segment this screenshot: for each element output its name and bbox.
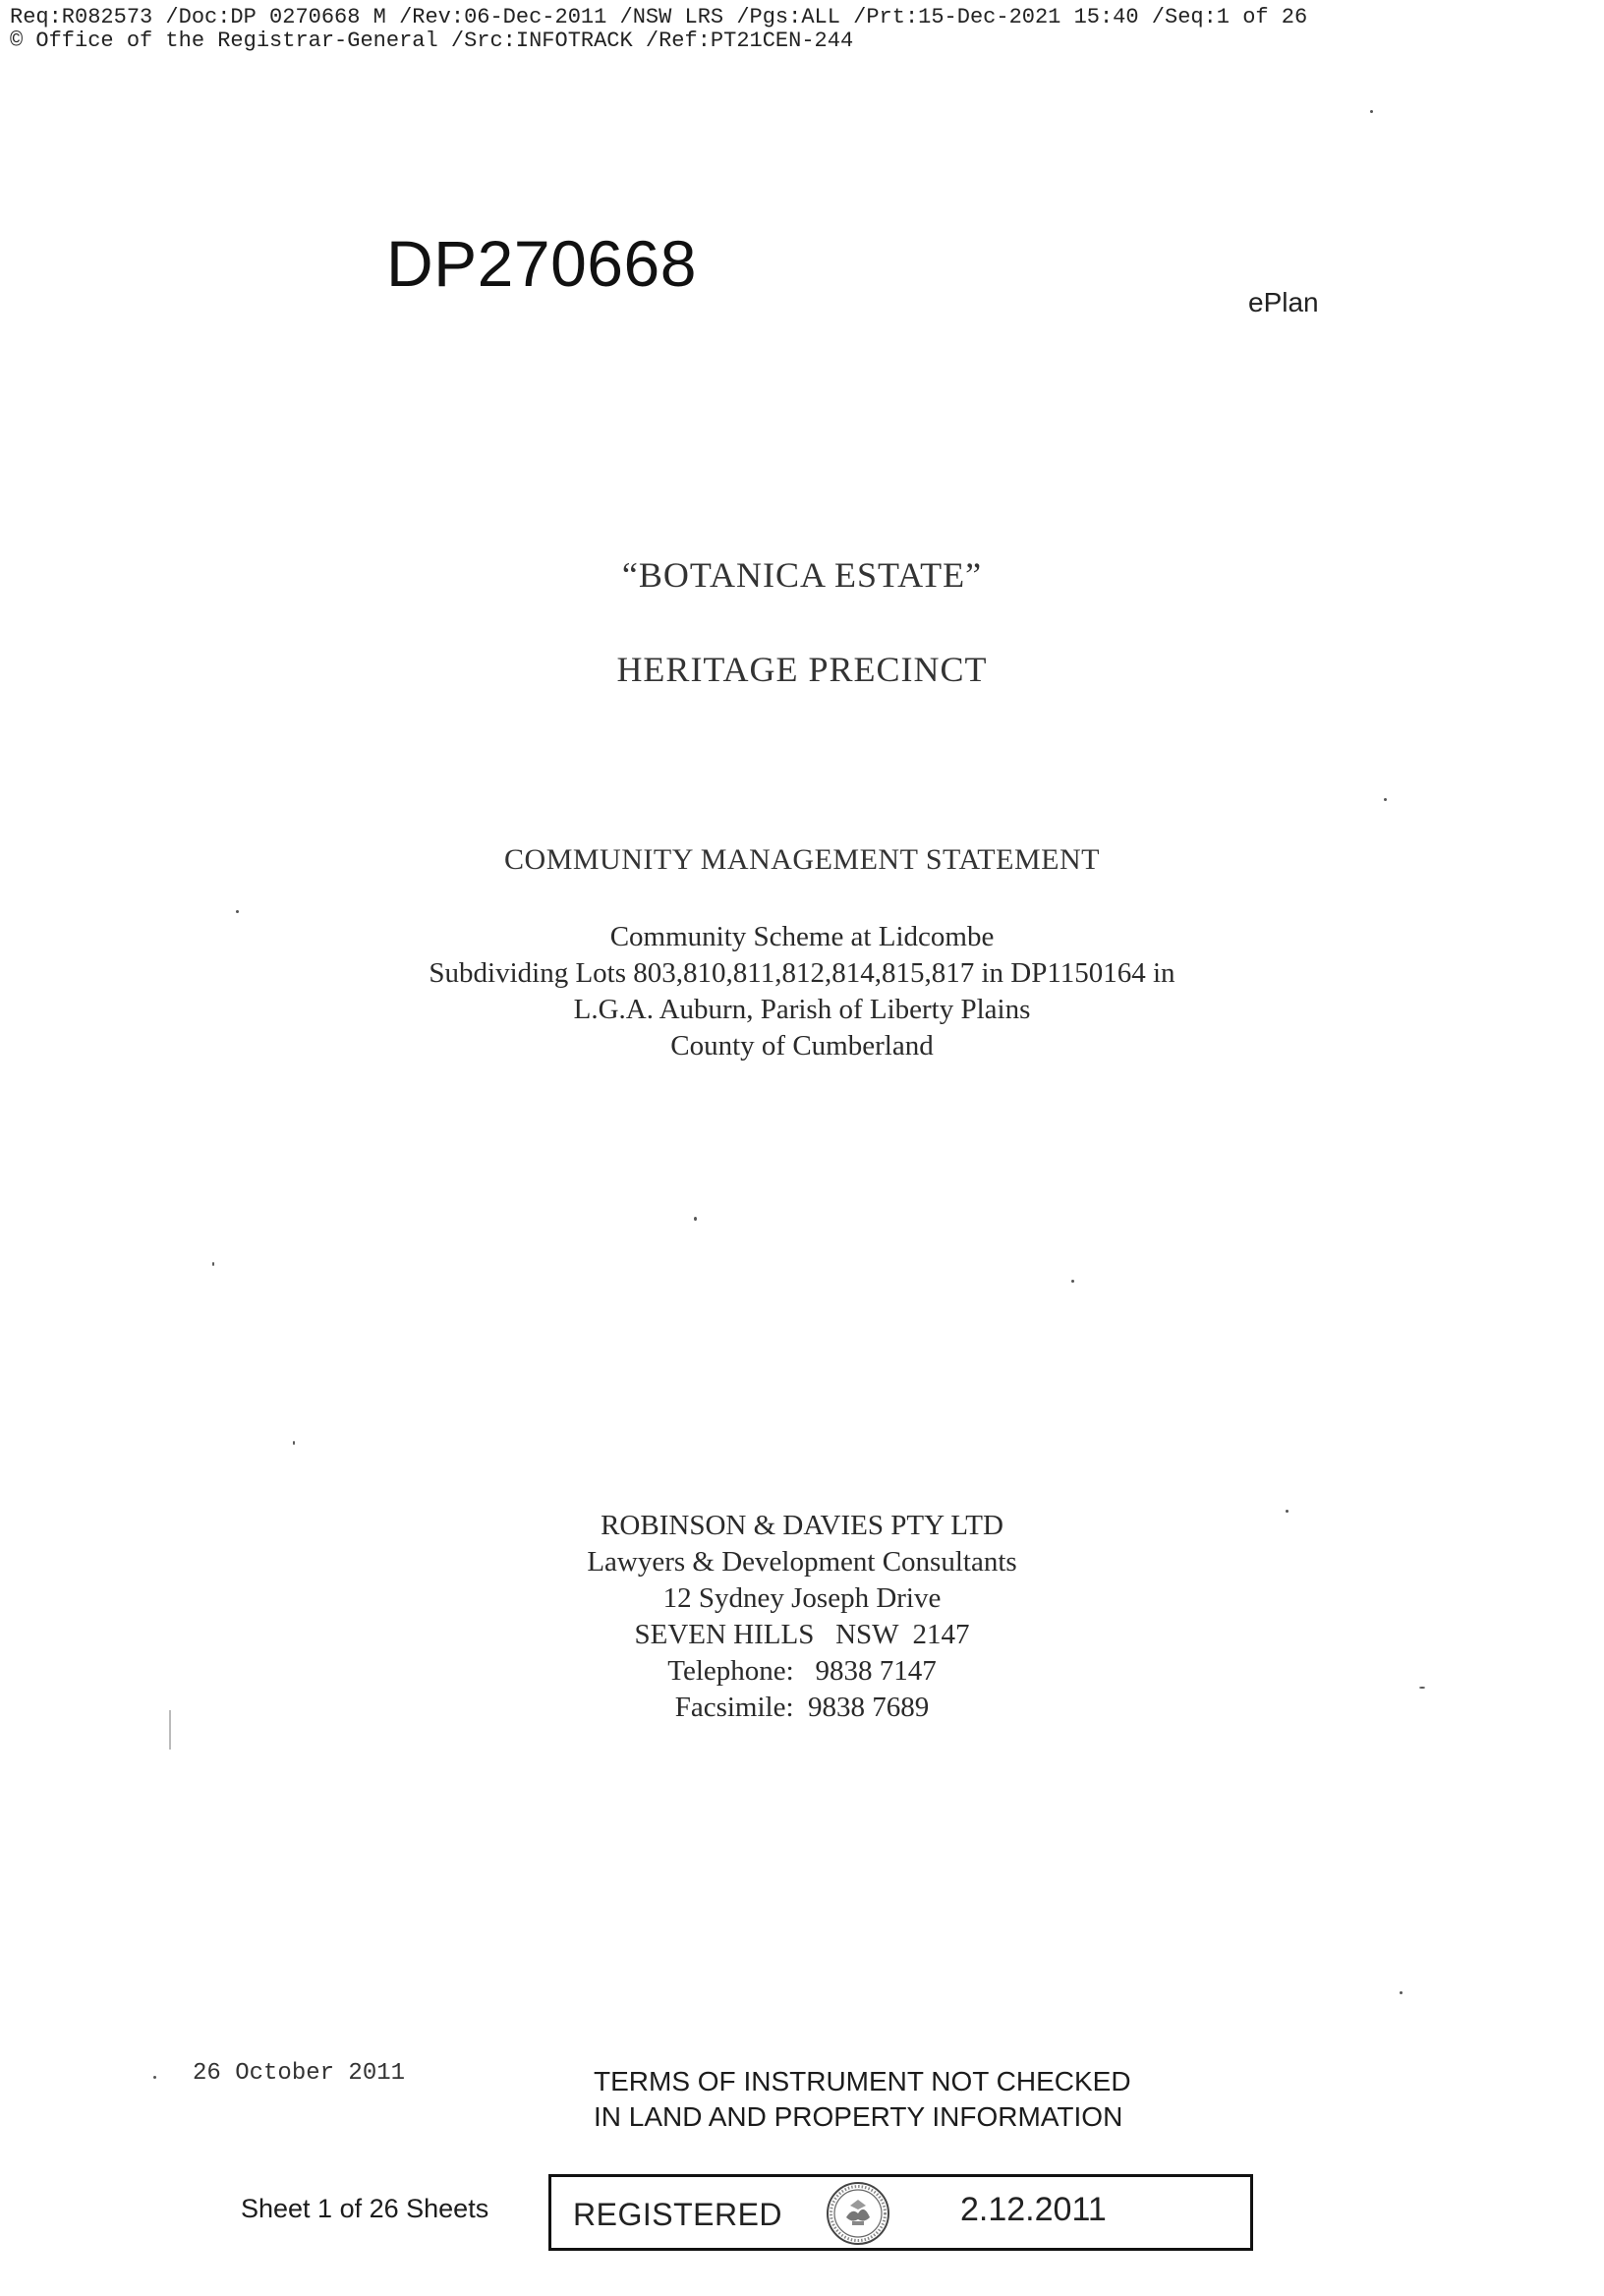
scheme-line: County of Cumberland (670, 1030, 934, 1062)
scan-speck (236, 910, 239, 913)
registrar-general-seal-icon (825, 2180, 891, 2247)
registered-date: 2.12.2011 (960, 2191, 1107, 2228)
firm-facsimile: Facsimile: 9838 7689 (674, 1692, 930, 1723)
scan-speck (1286, 1510, 1289, 1513)
precinct-title: HERITAGE PRECINCT (616, 650, 988, 689)
sheet-count: Sheet 1 of 26 Sheets (241, 2194, 489, 2223)
scan-speck (293, 1441, 295, 1445)
estate-name: “BOTANICA ESTATE” (621, 555, 983, 595)
scheme-line: L.G.A. Auburn, Parish of Liberty Plains (573, 994, 1031, 1025)
scan-speck (1400, 1991, 1403, 1994)
scan-speck (212, 1262, 214, 1266)
firm-address (0, 1508, 1604, 1726)
scan-speck (1419, 1687, 1425, 1689)
terms-line: IN LAND AND PROPERTY INFORMATION (594, 2101, 1123, 2132)
scheme-line: Community Scheme at Lidcombe (609, 921, 995, 952)
statement-title: COMMUNITY MANAGEMENT STATEMENT (504, 843, 1100, 876)
header-copyright-line: © Office of the Registrar-General /Src:INFOTRACK /Ref:PT21CEN-244 (10, 29, 854, 53)
scheme-line: Subdividing Lots 803,810,811,812,814,815,817 in DP1150164 in (429, 957, 1175, 989)
scan-speck (1370, 110, 1373, 113)
scheme-description (0, 919, 1604, 1064)
document-date: 26 October 2011 (193, 2060, 406, 2087)
registered-label: REGISTERED (573, 2197, 783, 2232)
scan-speck (1384, 798, 1387, 801)
scan-speck (153, 2076, 156, 2079)
plan-number: DP270668 (386, 227, 697, 300)
eplan-label: ePlan (1248, 287, 1319, 317)
firm-name: ROBINSON & DAVIES PTY LTD (601, 1510, 1003, 1541)
terms-line: TERMS OF INSTRUMENT NOT CHECKED (594, 2066, 1131, 2096)
firm-telephone: Telephone: 9838 7147 (667, 1655, 937, 1687)
terms-notice (594, 2064, 1131, 2135)
firm-line: Lawyers & Development Consultants (587, 1546, 1017, 1578)
scan-speck (1071, 1280, 1074, 1283)
firm-line: SEVEN HILLS NSW 2147 (634, 1619, 970, 1650)
scan-speck (169, 1710, 171, 1750)
firm-line: 12 Sydney Joseph Drive (662, 1582, 942, 1614)
scan-speck (694, 1217, 697, 1221)
registration-box (548, 2174, 1253, 2251)
header-request-line: Req:R082573 /Doc:DP 0270668 M /Rev:06-Dec-2011 /NSW LRS /Pgs:ALL /Prt:15-Dec-2021 15:40 /Seq:1 of 26 (10, 5, 1308, 29)
